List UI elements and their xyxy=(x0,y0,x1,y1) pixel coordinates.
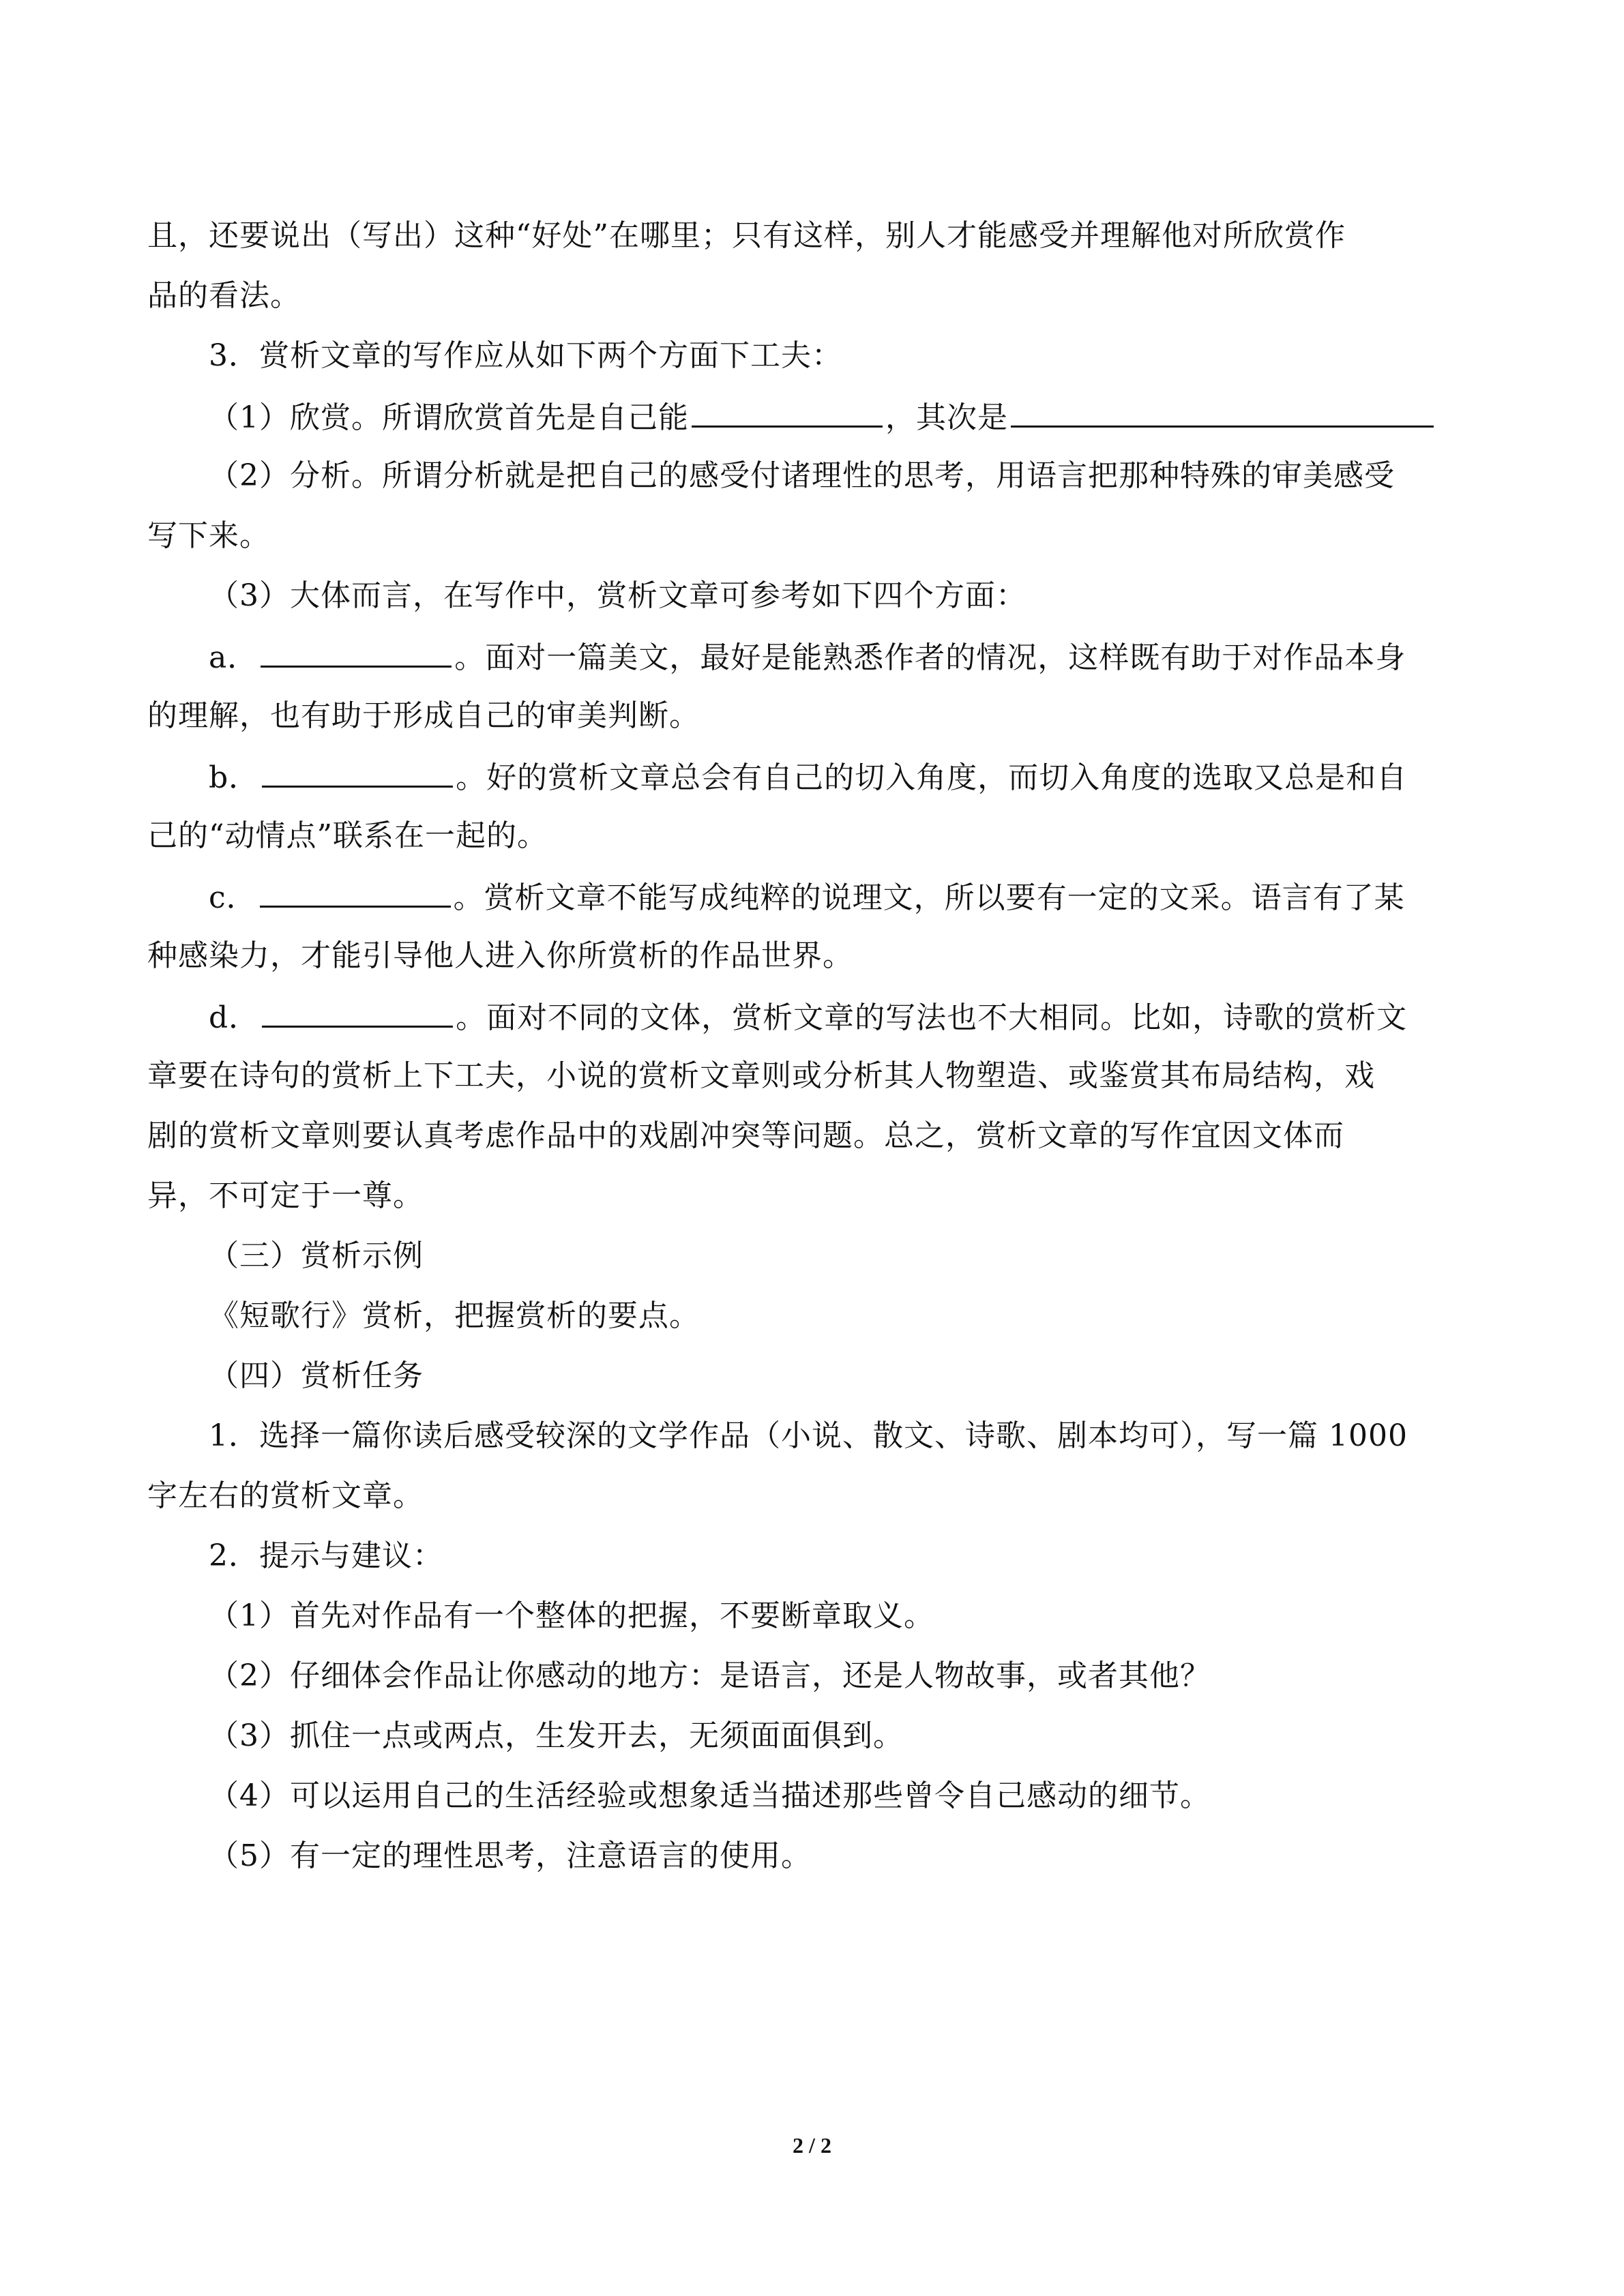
fill-blank[interactable] xyxy=(1011,396,1434,428)
item-marker: b． xyxy=(209,760,260,795)
paragraph-line: 异，不可定于一尊。 xyxy=(147,1178,424,1213)
paragraph-line: 品的看法。 xyxy=(147,278,301,313)
item-marker: a． xyxy=(209,640,259,675)
fill-in-line xyxy=(209,636,1546,679)
paragraph-line: 《短歌行》赏析，把握赏析的要点。 xyxy=(209,1298,700,1333)
item-marker: c． xyxy=(209,880,257,915)
paragraph-line: 己的“动情点”联系在一起的。 xyxy=(147,818,548,853)
paragraph-line: 剧的赏析文章则要认真考虑作品中的戏剧冲突等问题。总之，赏析文章的写作宜因文体而 xyxy=(147,1118,1344,1153)
fill-blank[interactable] xyxy=(692,396,883,428)
line-text: 。赏析文章不能写成纯粹的说理文，所以要有一定的文采。语言有了某 xyxy=(453,880,1405,915)
paragraph-line: 章要在诗句的赏析上下工夫，小说的赏析文章则或分析其人物塑造、或鉴赏其布局结构，戏 xyxy=(147,1058,1375,1093)
paragraph-line: 写下来。 xyxy=(147,518,270,553)
fill-in-line xyxy=(209,876,1546,919)
section-heading: （三）赏析示例 xyxy=(209,1238,424,1273)
list-item: （5）有一定的理性思考，注意语言的使用。 xyxy=(209,1838,812,1873)
fill-in-line xyxy=(209,396,1546,438)
list-item: （2）仔细体会作品让你感动的地方：是语言，还是人物故事，或者其他？ xyxy=(209,1658,1211,1693)
fill-blank[interactable] xyxy=(262,756,453,788)
fill-in-line xyxy=(209,996,1546,1039)
section-item: 3．赏析文章的写作应从如下两个方面下工夫： xyxy=(209,338,842,373)
fill-in-line xyxy=(209,756,1546,799)
paragraph-line: （2）分析。所谓分析就是把自己的感受付诸理性的思考，用语言把那种特殊的审美感受 xyxy=(209,458,1395,493)
list-item: （3）抓住一点或两点，生发开去，无须面面俱到。 xyxy=(209,1718,904,1753)
line-text: ，其次是 xyxy=(885,400,1008,435)
paragraph-line: 1．选择一篇你读后感受较深的文学作品（小说、散文、诗歌、剧本均可），写一篇 1000 xyxy=(209,1418,1408,1453)
list-item: （4）可以运用自己的生活经验或想象适当描述那些曾令自己感动的细节。 xyxy=(209,1778,1211,1813)
line-text: 。面对一篇美文，最好是能熟悉作者的情况，这样既有助于对作品本身 xyxy=(454,640,1406,675)
paragraph-line: 种感染力，才能引导他人进入你所赏析的作品世界。 xyxy=(147,938,853,973)
page-number: 2 / 2 xyxy=(793,2133,831,2158)
line-text: 。好的赏析文章总会有自己的切入角度，而切入角度的选取又总是和自 xyxy=(456,760,1408,795)
line-text: （1）欣赏。所谓欣赏首先是自己能 xyxy=(209,400,689,435)
fill-blank[interactable] xyxy=(260,876,451,908)
fill-blank[interactable] xyxy=(261,636,452,668)
paragraph-line: 2．提示与建议： xyxy=(209,1538,443,1573)
paragraph-line: 的理解，也有助于形成自己的审美判断。 xyxy=(147,698,700,733)
fill-blank[interactable] xyxy=(262,996,453,1028)
paragraph-line: 且，还要说出（写出）这种“好处”在哪里；只有这样，别人才能感受并理解他对所欣赏作 xyxy=(147,218,1346,253)
section-heading: （四）赏析任务 xyxy=(209,1358,424,1393)
item-marker: d． xyxy=(209,1000,260,1035)
line-text: 。面对不同的文体，赏析文章的写法也不大相同。比如，诗歌的赏析文 xyxy=(456,1000,1408,1035)
paragraph-line: （3）大体而言，在写作中，赏析文章可参考如下四个方面： xyxy=(209,578,1027,613)
paragraph-line: 字左右的赏析文章。 xyxy=(147,1478,424,1513)
list-item: （1）首先对作品有一个整体的把握，不要断章取义。 xyxy=(209,1598,934,1633)
